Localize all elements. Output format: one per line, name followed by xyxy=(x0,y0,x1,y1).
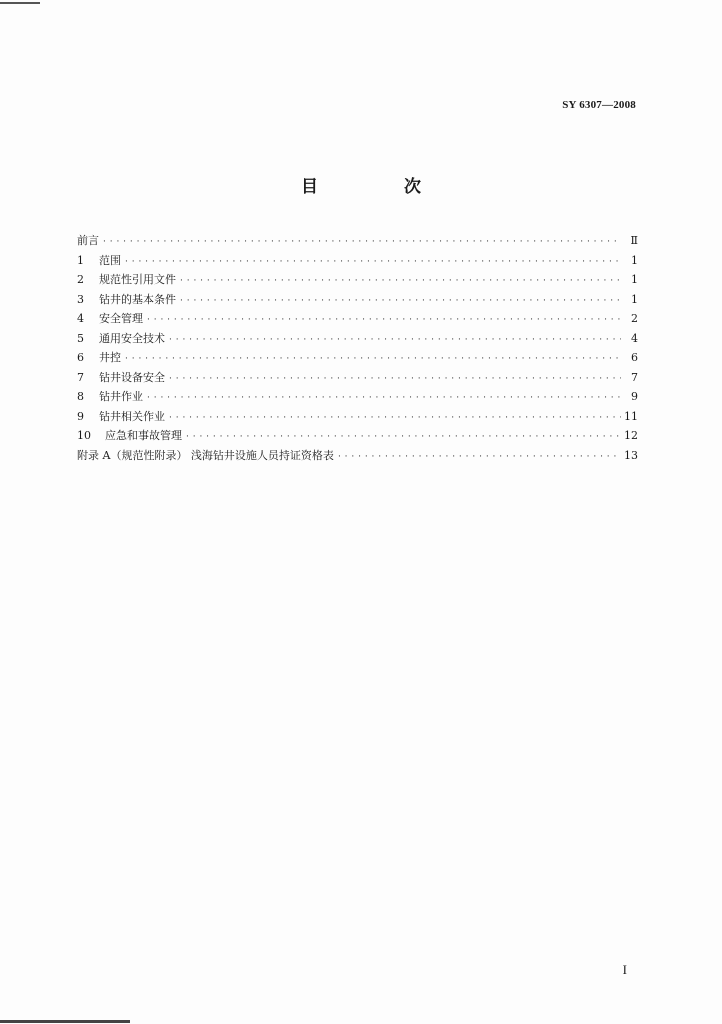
toc-entry-well-control[interactable] xyxy=(77,348,638,368)
toc-entry-page: 9 xyxy=(631,390,638,403)
toc-entry-number: 8 xyxy=(77,390,84,403)
toc-dot-leader xyxy=(147,311,621,331)
toc-entry-number: 7 xyxy=(77,370,84,384)
scan-edge-mark-bottom xyxy=(0,1020,130,1023)
toc-dot-leader xyxy=(147,389,621,409)
toc-entry-number: 3 xyxy=(77,292,84,306)
toc-entry-number: 9 xyxy=(77,409,84,423)
toc-entry-number: 1 xyxy=(77,253,84,267)
toc-entry-basic-conditions[interactable] xyxy=(77,290,638,310)
toc-dot-leader xyxy=(125,350,621,370)
toc-dot-leader xyxy=(338,448,621,468)
toc-entry-emergency-management[interactable] xyxy=(77,426,638,446)
toc-entry-drilling-operations[interactable] xyxy=(77,387,638,407)
toc-dot-leader xyxy=(169,409,621,429)
toc-dot-leader xyxy=(169,331,621,351)
toc-entry-page: 2 xyxy=(631,312,638,325)
toc-entry-page: Ⅱ xyxy=(630,234,638,247)
toc-entry-page: 6 xyxy=(631,351,638,364)
toc-entry-page: 1 xyxy=(631,273,638,286)
toc-dot-leader xyxy=(103,233,621,253)
toc-entry-safety-management[interactable] xyxy=(77,309,638,329)
toc-entry-page: 12 xyxy=(624,429,638,442)
toc-entry-general-safety[interactable] xyxy=(77,329,638,349)
toc-title: 目 次 xyxy=(301,177,461,197)
toc-entry-number: 4 xyxy=(77,312,84,325)
toc-entry-label: 应急和事故管理 xyxy=(105,429,182,442)
page-number: I xyxy=(622,962,627,977)
toc-entry-label: 通用安全技术 xyxy=(99,331,165,345)
toc-entry-label: 附录 A（规范性附录） 浅海钻井设施人员持证资格表 xyxy=(77,448,334,462)
toc-entry-related-operations[interactable] xyxy=(77,407,638,427)
toc-dot-leader xyxy=(180,292,621,312)
scan-edge-mark-top xyxy=(0,2,40,4)
toc-dot-leader xyxy=(180,272,621,292)
standard-code: SY 6307—2008 xyxy=(562,99,636,111)
toc-entry-page: 1 xyxy=(631,253,638,267)
toc-entry-page: 4 xyxy=(631,331,638,345)
toc-entry-number: 10 xyxy=(77,429,91,442)
toc-entry-page: 11 xyxy=(624,409,638,423)
toc-entry-page: 1 xyxy=(631,292,638,306)
toc-entry-appendix-a[interactable] xyxy=(77,446,638,466)
toc-entry-label: 钻井设备安全 xyxy=(99,370,165,384)
toc-entry-page: 7 xyxy=(631,370,638,384)
toc-entry-label: 范围 xyxy=(99,253,121,267)
toc-entry-number: 5 xyxy=(77,331,84,345)
toc-entry-label: 钻井相关作业 xyxy=(99,409,165,423)
toc-entry-label: 前言 xyxy=(77,234,99,247)
toc-entry-label: 规范性引用文件 xyxy=(99,273,176,286)
toc-dot-leader xyxy=(169,370,621,390)
toc-entry-normative-references[interactable] xyxy=(77,270,638,290)
toc-entry-number: 6 xyxy=(77,351,84,364)
toc-entry-label: 钻井作业 xyxy=(99,390,143,403)
toc-entry-foreword[interactable] xyxy=(77,231,638,251)
toc-entry-label: 安全管理 xyxy=(99,312,143,325)
toc-entry-page: 13 xyxy=(624,448,638,462)
toc-entry-label: 钻井的基本条件 xyxy=(99,292,176,306)
toc-entry-label: 井控 xyxy=(99,351,121,364)
table-of-contents xyxy=(77,231,638,465)
toc-dot-leader xyxy=(125,253,621,273)
toc-entry-equipment-safety[interactable] xyxy=(77,368,638,388)
toc-entry-scope[interactable] xyxy=(77,251,638,271)
toc-entry-number: 2 xyxy=(77,273,84,286)
